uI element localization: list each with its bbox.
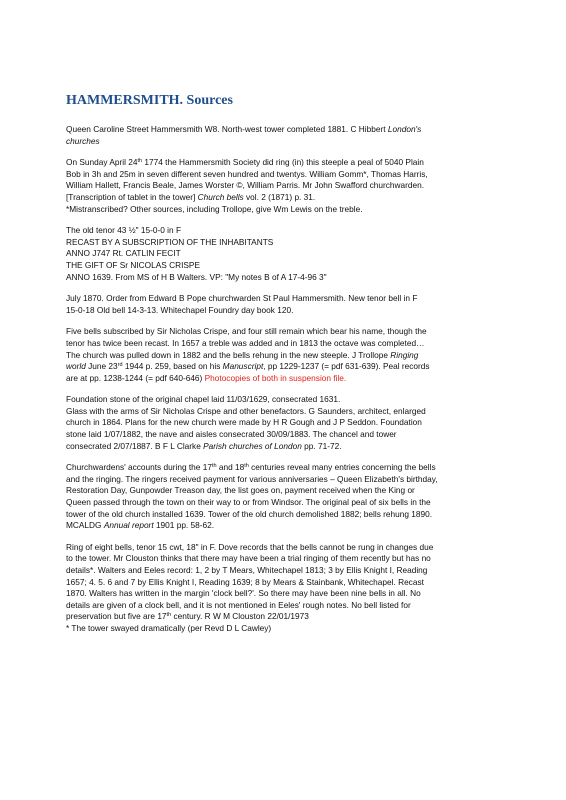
text-line: church in 1864. Plans for the new church were made by H R Gough and J P Seddon. Foundation	[66, 417, 422, 428]
document-body	[66, 124, 508, 645]
text-line: churches	[66, 135, 100, 146]
text-line: [Transcription of tablet in the tower] Church bells vol. 2 (1871) p. 31.	[66, 191, 316, 202]
text-line: The church was pulled down in 1882 and the bells rehung in the new steeple. J Trollope Ringing	[66, 349, 419, 360]
text-line: Churchwardens' accounts during the 17th and 18th centuries reveal many entries concerning the bells	[66, 462, 436, 473]
text-line: Ring of eight bells, tenor 15 cwt, 18" in F. Dove records that the bells cannot be rung in changes due	[66, 541, 434, 552]
paragraph	[66, 326, 508, 384]
text-line: Queen passed through the town on their way to or from Windsor. The original peal of six bells in the	[66, 497, 431, 508]
text-line: Restoration Day, Gunpowder Treason day, the list goes on, payment received when the King or	[66, 485, 415, 496]
text-line: stone laid 1/07/1882, the nave and aisles consecrated 30/09/1883. The chancel and tower	[66, 429, 397, 440]
paragraph	[66, 394, 508, 452]
text-line: 15-0-18 Old bell 14-3-13. Whitechapel Foundry day book 120.	[66, 304, 294, 315]
text-line: ANNO J747 Rt. CATLIN FECIT	[66, 248, 181, 259]
text-line: tenor has twice been recast. In 1657 a treble was added and in 1813 the octave was completed…	[66, 337, 425, 348]
text-line: Queen Caroline Street Hammersmith W8. North-west tower completed 1881. C Hibbert London's	[66, 124, 422, 134]
text-line: Glass with the arms of Sir Nicholas Crispe and other benefactors. G Saunders, architect, enlarged	[66, 405, 426, 416]
text-line: tower of the old church installed 1639. Tower of the old church demolished 1882; bells rehung 1890.	[66, 508, 433, 519]
text-line: Five bells subscribed by Sir Nicholas Crispe, and four still remain which bear his name, though the	[66, 326, 427, 337]
text-line: 1870. Walters has written in the margin 'clock bell?'. So there may have been nine bells in all. No	[66, 588, 421, 599]
text-line: *Mistranscribed? Other sources, including Trollope, give Wm Lewis on the treble.	[66, 203, 363, 214]
paragraph	[66, 225, 508, 283]
text-line: The old tenor 43 ½" 15-0-0 in F	[66, 225, 182, 236]
text-line: details are given of a clock bell, and it is not mentioned in Eeles' rough notes. No bell listed for	[66, 599, 411, 610]
text-line: Bob in 3h and 25m in seven different seven hundred and twentys. William Gomm*, Thomas Harris,	[66, 168, 428, 179]
paragraph	[66, 462, 508, 532]
text-line: RECAST BY A SUBSCRIPTION OF THE INHABITANTS	[66, 236, 274, 247]
paragraph	[66, 157, 508, 215]
paragraph	[66, 542, 508, 635]
text-line: July 1870. Order from Edward B Pope churchwarden St Paul Hammersmith. New tenor bell in F	[66, 293, 418, 304]
text-line: ANNO 1639. From MS of H B Walters. VP: "My notes B of A 17-4-96 3"	[66, 271, 327, 282]
paragraph	[66, 124, 508, 147]
text-line: MCALDG Annual report 1901 pp. 58-62.	[66, 520, 215, 531]
text-line: William Hallett, Francis Beale, James Worster ©, William Parris. Mr John Swafford churchwarden.	[66, 180, 425, 191]
text-line: consecrated 2/07/1887. B F L Clarke Parish churches of London pp. 71-72.	[66, 440, 342, 451]
page-title: HAMMERSMITH. Sources	[66, 93, 233, 108]
text-line: are at pp. 1238-1244 (= pdf 640-646) Photocopies of both in suspension file.	[66, 372, 347, 383]
text-line: details*. Walters and Eeles record: 1, 2 by T Mears, Whitechapel 1813; 3 by Ellis Knight I, Reading	[66, 565, 428, 575]
text-line: to the tower. Mr Clouston thinks that there may have been a trial ringing of them recently but has no	[66, 553, 431, 564]
paragraph	[66, 293, 508, 316]
text-line: On Sunday April 24th 1774 the Hammersmith Society did ring (in) this steeple a peal of 5040 Plain	[66, 157, 424, 168]
text-line: 1657; 4. 5. 6 and 7 by Ellis Knight I, Reading 1639; 8 by Mears & Stainbank, Whitechapel. Recast	[66, 576, 424, 587]
text-line: Foundation stone of the original chapel laid 11/03/1629, consecrated 1631.	[66, 394, 341, 405]
text-line: * The tower swayed dramatically (per Revd D L Cawley)	[66, 622, 272, 633]
text-line: world June 23rd 1944 p. 259, based on his Manuscript, pp 1229-1237 (= pdf 631-639). Peal records	[66, 361, 430, 372]
text-line: THE GIFT OF Sr NICOLAS CRISPE	[66, 259, 200, 270]
text-line: and the ringing. The ringers received payment for various anniversaries – Queen Elizabeth's birthday,	[66, 473, 438, 484]
text-line: preservation but five are 17th century. R W M Clouston 22/01/1973	[66, 611, 309, 622]
